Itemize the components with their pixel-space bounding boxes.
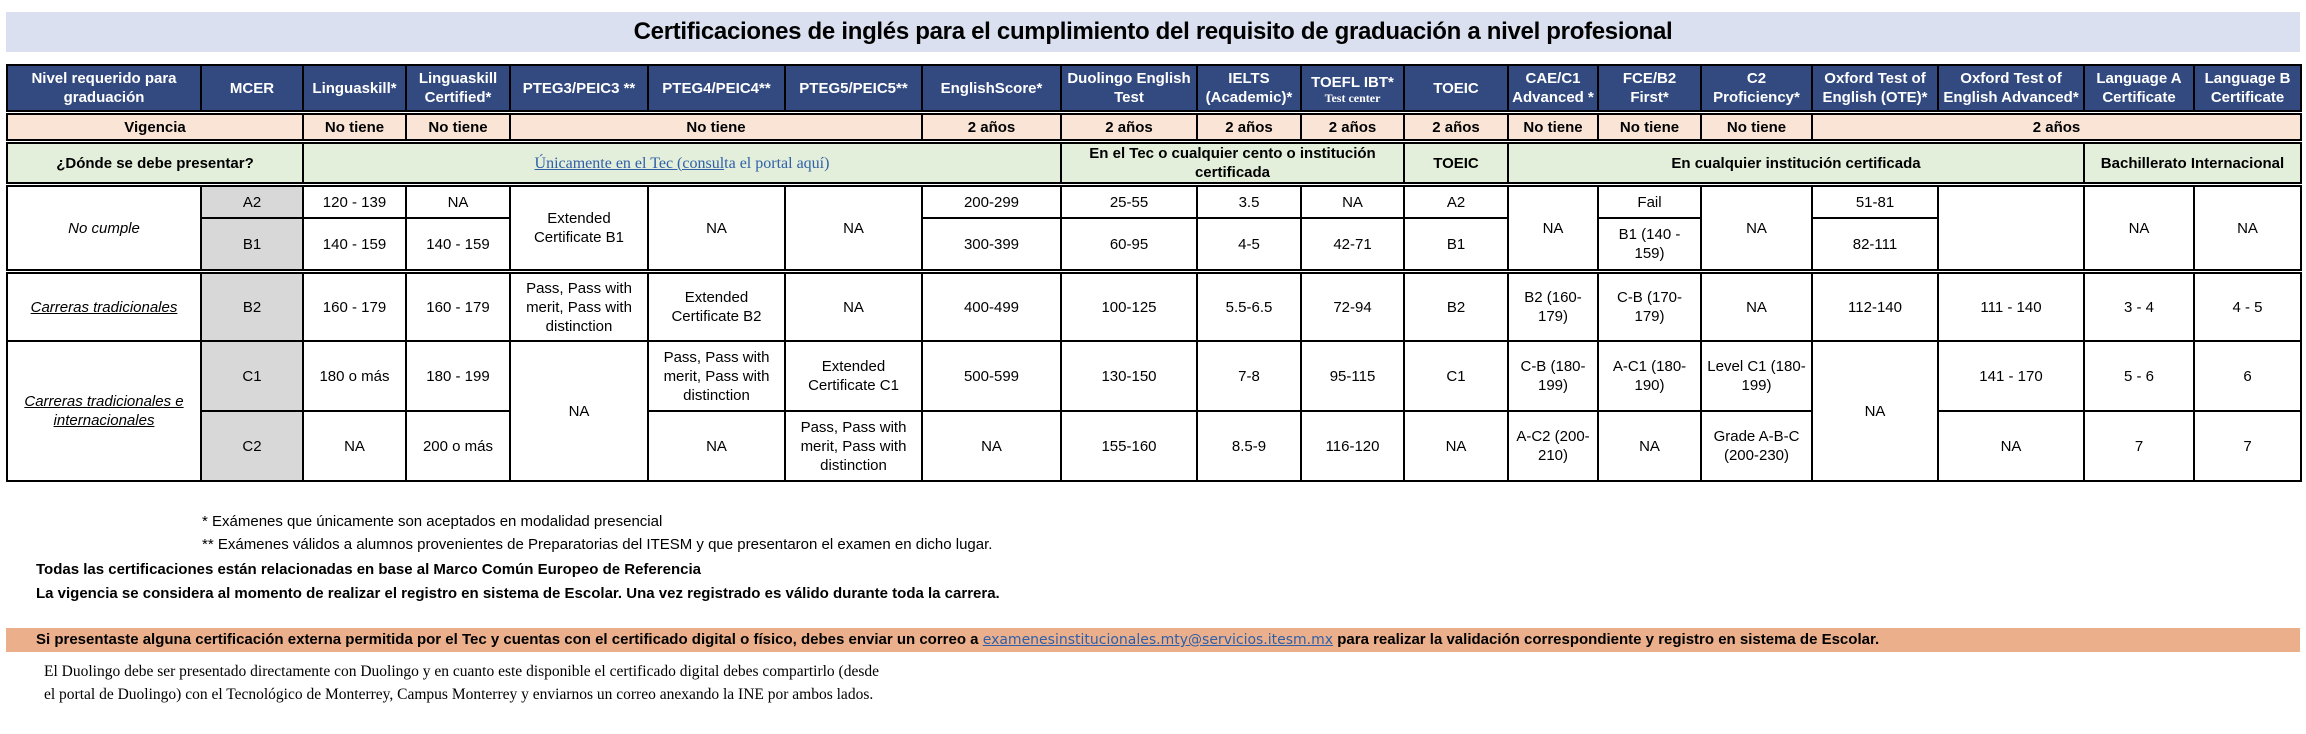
- note-marco-comun: Todas las certificaciones están relacionadas en base al Marco Común Europeo de Referencia: [36, 561, 701, 578]
- cell: C-B (170-179): [1598, 272, 1701, 342]
- cell: C-B (180-199): [1508, 341, 1598, 411]
- donde-row: [7, 142, 2301, 185]
- cell: 5 - 6: [2084, 341, 2194, 411]
- donde-bachillerato: Bachillerato Internacional: [2084, 142, 2301, 185]
- cell: 95-115: [1301, 341, 1404, 411]
- cell: 60-95: [1061, 218, 1197, 272]
- cell: NA: [648, 411, 785, 481]
- tec-portal-link-b[interactable]: ta el portal aquí): [724, 154, 830, 172]
- cell: B1 (140 - 159): [1598, 218, 1701, 272]
- cell: 200 o más: [406, 411, 510, 481]
- cell: NA: [1598, 411, 1701, 481]
- cell: 130-150: [1061, 341, 1197, 411]
- vigencia-row: [7, 113, 2301, 142]
- donde-cualquier-centro: En el Tec o cualquier cento o institución certificada: [1061, 142, 1404, 185]
- level-no-cumple: No cumple: [7, 185, 201, 272]
- donde-label: ¿Dónde se debe presentar?: [7, 142, 303, 185]
- cell: A2: [1404, 185, 1508, 219]
- vigencia-fce: No tiene: [1598, 113, 1701, 142]
- tec-portal-link-a[interactable]: Únicamente en el Tec (consul: [534, 154, 725, 172]
- mcer-b2: B2: [201, 272, 303, 342]
- footnote-single-star: * Exámenes que únicamente son aceptados en modalidad presencial: [202, 513, 663, 530]
- cell: 111 - 140: [1938, 272, 2084, 342]
- cell: 7: [2194, 411, 2301, 481]
- cell: NA: [648, 185, 785, 272]
- header-language-b: Language B Certificate: [2194, 65, 2301, 113]
- cell: Pass, Pass with merit, Pass with distinction: [510, 272, 648, 342]
- header-toeic: TOEIC: [1404, 65, 1508, 113]
- mcer-c1: C1: [201, 341, 303, 411]
- cell: NA: [1701, 272, 1812, 342]
- cell: NA: [785, 185, 922, 272]
- header-linguaskill-certified: Linguaskill Certified*: [406, 65, 510, 113]
- email-banner: [6, 628, 2300, 652]
- cell: NA: [922, 411, 1061, 481]
- cell: 180 - 199: [406, 341, 510, 411]
- cell: Grade A-B-C (200-230): [1701, 411, 1812, 481]
- header-language-a: Language A Certificate: [2084, 65, 2194, 113]
- cell: B2 (160-179): [1508, 272, 1598, 342]
- cell: NA: [303, 411, 406, 481]
- cell: 160 - 179: [303, 272, 406, 342]
- cell: 140 - 159: [303, 218, 406, 272]
- header-toefl-sub: Test center: [1324, 90, 1381, 105]
- mcer-a2: A2: [201, 185, 303, 219]
- cell: Level C1 (180-199): [1701, 341, 1812, 411]
- header-row: [7, 65, 2301, 113]
- header-oxford-advanced: Oxford Test of English Advanced*: [1938, 65, 2084, 113]
- footnote-double-star: ** Exámenes válidos a alumnos provenientes de Preparatorias del ITESM y que presentaron el examen en dicho lugar.: [202, 536, 993, 553]
- cell: NA: [2194, 185, 2301, 272]
- vigencia-toefl: 2 años: [1301, 113, 1404, 142]
- duolingo-note: El Duolingo debe ser presentado directamente con Duolingo y en cuanto este disponible el certificado digital debes compartirlo (desde el portal de Duolingo) con el Tecnológico de Monterrey, Campus Monterrey y enviarnos un correo anexando la INE por ambos lados.: [44, 663, 880, 703]
- table-row-c1: [7, 341, 2301, 411]
- level-tradicionales: [7, 272, 201, 342]
- cell: 160 - 179: [406, 272, 510, 342]
- vigencia-linguaskill: No tiene: [303, 113, 406, 142]
- cell: 180 o más: [303, 341, 406, 411]
- cell: 116-120: [1301, 411, 1404, 481]
- cell: 72-94: [1301, 272, 1404, 342]
- vigencia-ielts: 2 años: [1197, 113, 1301, 142]
- cell: 120 - 139: [303, 185, 406, 219]
- header-pteg4: PTEG4/PEIC4**: [648, 65, 785, 113]
- cell: 141 - 170: [1938, 341, 2084, 411]
- cell: NA: [1508, 185, 1598, 272]
- cell: NA: [785, 272, 922, 342]
- cell: 112-140: [1812, 272, 1938, 342]
- cell: 6: [2194, 341, 2301, 411]
- cell: NA: [406, 185, 510, 219]
- vigencia-c2prof: No tiene: [1701, 113, 1812, 142]
- cell: 8.5-9: [1197, 411, 1301, 481]
- email-link[interactable]: examenesinstitucionales.mty@servicios.itesm.mx: [982, 632, 1334, 648]
- cell: C1: [1404, 341, 1508, 411]
- cell: 7: [2084, 411, 2194, 481]
- header-pteg3: PTEG3/PEIC3 **: [510, 65, 648, 113]
- cell: 3.5: [1197, 185, 1301, 219]
- cell: Pass, Pass with merit, Pass with distinction: [785, 411, 922, 481]
- level-internacionales: [7, 341, 201, 481]
- header-toefl-label: TOEFL IBT*: [1311, 73, 1394, 91]
- certifications-table: [6, 64, 2302, 482]
- cell: 100-125: [1061, 272, 1197, 342]
- donde-cualquier-institucion: En cualquier institución certificada: [1508, 142, 2084, 185]
- cell: NA: [510, 341, 648, 481]
- footnotes: [202, 510, 992, 556]
- header-nivel: Nivel requerido para graduación: [7, 65, 201, 113]
- header-cae: CAE/C1 Advanced *: [1508, 65, 1598, 113]
- title-bar: [6, 12, 2300, 52]
- cell: 200-299: [922, 185, 1061, 219]
- header-toefl: [1301, 65, 1404, 113]
- cell: 140 - 159: [406, 218, 510, 272]
- header-oxford-ote: Oxford Test of English (OTE)*: [1812, 65, 1938, 113]
- cell: 5.5-6.5: [1197, 272, 1301, 342]
- cell: NA: [1404, 411, 1508, 481]
- header-englishscore: EnglishScore*: [922, 65, 1061, 113]
- mcer-b1: B1: [201, 218, 303, 272]
- cell: Extended Certificate B1: [510, 185, 648, 272]
- header-duolingo: Duolingo English Test: [1061, 65, 1197, 113]
- cell: Fail: [1598, 185, 1701, 219]
- cell: 500-599: [922, 341, 1061, 411]
- bold-notes: [36, 558, 1000, 606]
- cell: A-C1 (180-190): [1598, 341, 1701, 411]
- level-internacionales-label: Carreras tradicionales e internacionales: [24, 393, 184, 429]
- vigencia-label: Vigencia: [7, 113, 303, 142]
- cell: 4 - 5: [2194, 272, 2301, 342]
- header-linguaskill: Linguaskill*: [303, 65, 406, 113]
- header-ielts: IELTS (Academic)*: [1197, 65, 1301, 113]
- header-fce: FCE/B2 First*: [1598, 65, 1701, 113]
- cell: Pass, Pass with merit, Pass with distinction: [648, 341, 785, 411]
- table-row-a2: [7, 185, 2301, 219]
- cell: 4-5: [1197, 218, 1301, 272]
- cell: [1938, 185, 2084, 272]
- vigencia-oxford-ib: 2 años: [1812, 113, 2301, 142]
- cell: NA: [1938, 411, 2084, 481]
- cell: 7-8: [1197, 341, 1301, 411]
- note-vigencia: La vigencia se considera al momento de realizar el registro en sistema de Escolar. Una vez registrado es válido durante toda la carrera.: [36, 585, 1000, 602]
- cell: 25-55: [1061, 185, 1197, 219]
- tec-portal-link[interactable]: [303, 142, 1061, 185]
- table-row-c2: [7, 411, 2301, 481]
- cell: 82-111: [1812, 218, 1938, 272]
- cell: NA: [1701, 185, 1812, 272]
- cell: 3 - 4: [2084, 272, 2194, 342]
- vigencia-pteg: No tiene: [510, 113, 922, 142]
- vigencia-toeic: 2 años: [1404, 113, 1508, 142]
- mcer-c2: C2: [201, 411, 303, 481]
- cell: NA: [1301, 185, 1404, 219]
- page-title: Certificaciones de inglés para el cumplimiento del requisito de graduación a nivel profesional: [633, 18, 1673, 45]
- cell: 42-71: [1301, 218, 1404, 272]
- level-tradicionales-label: Carreras tradicionales: [30, 298, 178, 316]
- cell: NA: [1812, 341, 1938, 481]
- header-mcer: MCER: [201, 65, 303, 113]
- cell: Extended Certificate B2: [648, 272, 785, 342]
- header-pteg5: PTEG5/PEIC5**: [785, 65, 922, 113]
- banner-text-before: Si presentaste alguna certificación externa permitida por el Tec y cuentas con el certificado digital o físico, debes enviar un correo a: [36, 631, 983, 648]
- cell: 155-160: [1061, 411, 1197, 481]
- cell: 300-399: [922, 218, 1061, 272]
- cell: 400-499: [922, 272, 1061, 342]
- banner-text-after: para realizar la validación correspondiente y registro en sistema de Escolar.: [1333, 631, 1880, 648]
- cell: Extended Certificate C1: [785, 341, 922, 411]
- cell: B1: [1404, 218, 1508, 272]
- vigencia-duolingo: 2 años: [1061, 113, 1197, 142]
- donde-toeic: TOEIC: [1404, 142, 1508, 185]
- vigencia-englishscore: 2 años: [922, 113, 1061, 142]
- cell: A-C2 (200-210): [1508, 411, 1598, 481]
- cell: B2: [1404, 272, 1508, 342]
- cell: NA: [2084, 185, 2194, 272]
- header-c2-proficiency: C2 Proficiency*: [1701, 65, 1812, 113]
- vigencia-cae: No tiene: [1508, 113, 1598, 142]
- table-row-b2: [7, 272, 2301, 342]
- cell: 51-81: [1812, 185, 1938, 219]
- vigencia-linguaskill-cert: No tiene: [406, 113, 510, 142]
